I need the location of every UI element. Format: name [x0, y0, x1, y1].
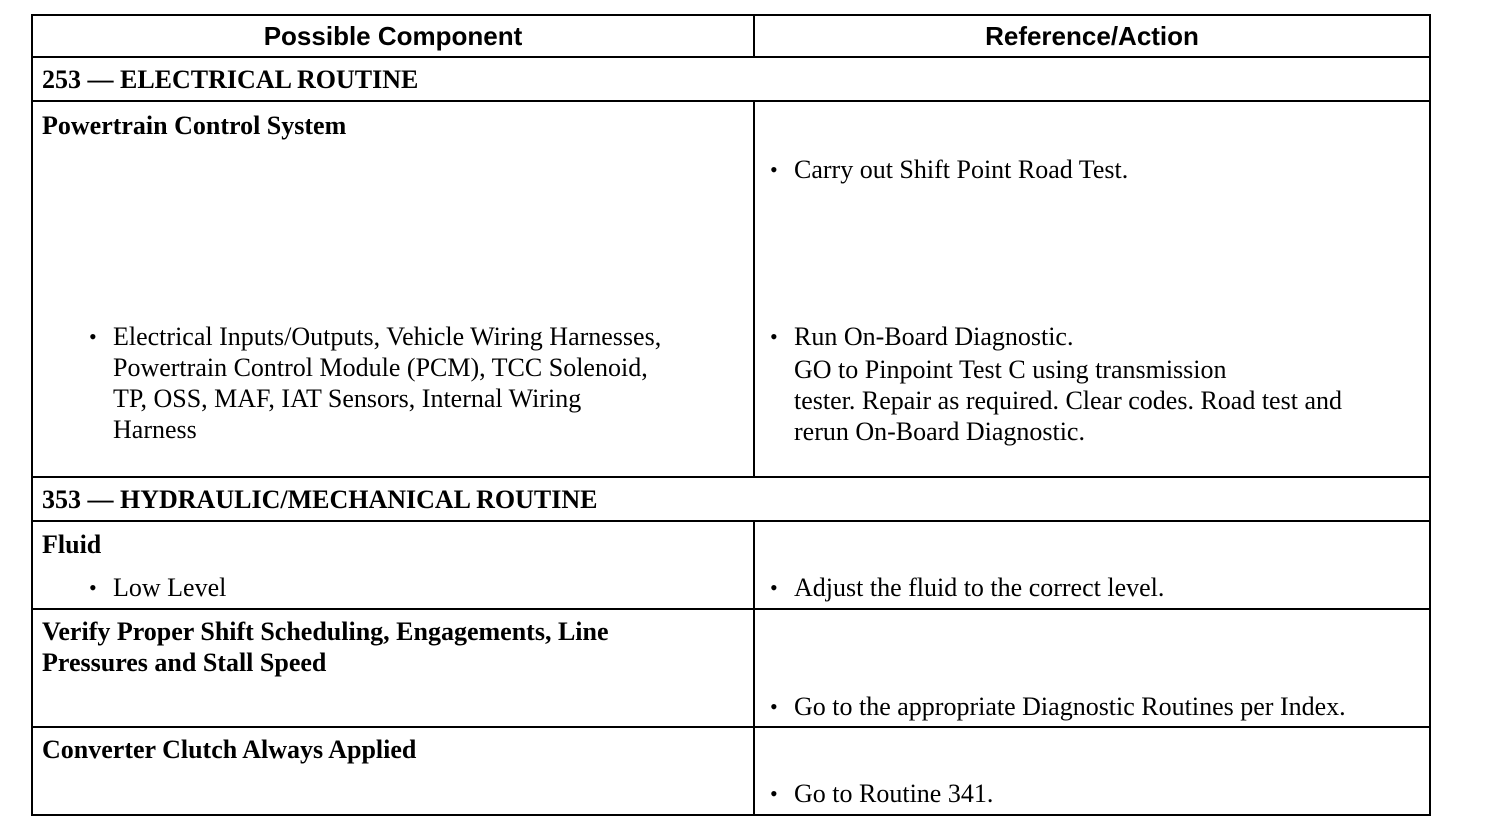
- component-title: Fluid: [42, 530, 102, 559]
- component-cell: [32, 521, 754, 609]
- action-bullet: • Run On-Board Diagnostic.: [770, 321, 1073, 352]
- bullet-line: • Electrical Inputs/Outputs, Vehicle Wiring Harnesses,: [113, 322, 662, 351]
- component-title-line: Verify Proper Shift Scheduling, Engagements, Line: [42, 617, 609, 646]
- section-row: [32, 57, 1430, 101]
- table-row: [32, 727, 1430, 815]
- bullet-line: Powertrain Control Module (PCM), TCC Solenoid,: [113, 353, 648, 382]
- action-cell: [754, 521, 1430, 609]
- component-title: Converter Clutch Always Applied: [42, 735, 417, 764]
- component-title: Powertrain Control System: [42, 111, 347, 140]
- column-header-action: Reference/Action: [754, 15, 1430, 57]
- action-cell: [754, 609, 1430, 727]
- component-cell: [32, 101, 754, 477]
- action-cell: [754, 101, 1430, 477]
- column-header-component: Possible Component: [32, 15, 754, 57]
- component-cell: [32, 727, 754, 815]
- action-cell: [754, 727, 1430, 815]
- bullet-line: Harness: [113, 415, 197, 444]
- action-bullet: • Go to Routine 341.: [770, 778, 993, 809]
- diagnostic-table: [31, 14, 1431, 816]
- bullet-line: TP, OSS, MAF, IAT Sensors, Internal Wiring: [113, 384, 582, 413]
- component-title-line: Pressures and Stall Speed: [42, 648, 327, 677]
- table-row: [32, 521, 1430, 609]
- table-row: [32, 609, 1430, 727]
- section-row: [32, 477, 1430, 521]
- action-detail: [794, 354, 1342, 447]
- section-title-electrical: 253 — ELECTRICAL ROUTINE: [32, 57, 1430, 101]
- action-detail-line: tester. Repair as required. Clear codes. Road test and: [794, 386, 1342, 415]
- section-title-hydraulic: 353 — HYDRAULIC/MECHANICAL ROUTINE: [32, 477, 1430, 521]
- table-header-row: [32, 15, 1430, 57]
- action-detail-line: rerun On-Board Diagnostic.: [794, 417, 1085, 446]
- component-title: [42, 616, 609, 678]
- table-row: [32, 101, 1430, 477]
- component-cell: [32, 609, 754, 727]
- component-bullet: [89, 321, 661, 445]
- component-bullet: • Low Level: [89, 572, 226, 603]
- action-bullet: • Adjust the fluid to the correct level.: [770, 572, 1164, 603]
- action-bullet: • Carry out Shift Point Road Test.: [770, 154, 1128, 185]
- action-bullet: • Go to the appropriate Diagnostic Routines per Index.: [770, 691, 1346, 722]
- action-detail-line: GO to Pinpoint Test C using transmission: [794, 355, 1227, 384]
